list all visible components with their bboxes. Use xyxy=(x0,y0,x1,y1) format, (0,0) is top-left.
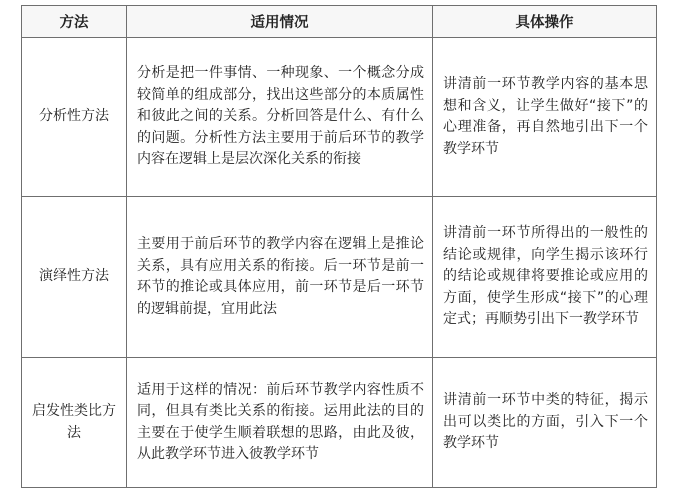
header-operation: 具体操作 xyxy=(433,6,657,38)
teaching-methods-table xyxy=(21,5,657,488)
method-cell: 分析性方法 xyxy=(22,38,127,197)
header-row xyxy=(22,6,657,38)
situation-cell: 适用于这样的情况：前后环节教学内容性质不同，但具有类比关系的衔接。运用此法的目的主要在于使学生顺着联想的思路，由此及彼，从此教学环节进入彼教学环节 xyxy=(127,358,433,488)
table-row xyxy=(22,38,657,197)
method-cell: 启发性类比方法 xyxy=(22,358,127,488)
operation-cell: 讲清前一环节所得出的一般性的结论或规律，向学生揭示该环行的结论或规律将要推论或应用的方面，使学生形成“接下”的心理定式；再顺势引出下一教学环节 xyxy=(433,197,657,358)
table-row xyxy=(22,197,657,358)
operation-cell: 讲清前一环节教学内容的基本思想和含义，让学生做好“接下”的心理准备，再自然地引出下一个教学环节 xyxy=(433,38,657,197)
table-row xyxy=(22,358,657,488)
method-cell: 演绎性方法 xyxy=(22,197,127,358)
header-method: 方法 xyxy=(22,6,127,38)
situation-cell: 主要用于前后环节的教学内容在逻辑上是推论关系，具有应用关系的衔接。后一环节是前一环节的推论或具体应用，前一环节是后一环节的逻辑前提，宜用此法 xyxy=(127,197,433,358)
operation-cell: 讲清前一环节中类的特征，揭示出可以类比的方面，引入下一个教学环节 xyxy=(433,358,657,488)
situation-cell: 分析是把一件事情、一种现象、一个概念分成较简单的组成部分，找出这些部分的本质属性和彼此之间的关系。分析回答是什么、有什么的问题。分析性方法主要用于前后环节的教学内容在逻辑上是层次深化关系的衔接 xyxy=(127,38,433,197)
header-situation: 适用情况 xyxy=(127,6,433,38)
